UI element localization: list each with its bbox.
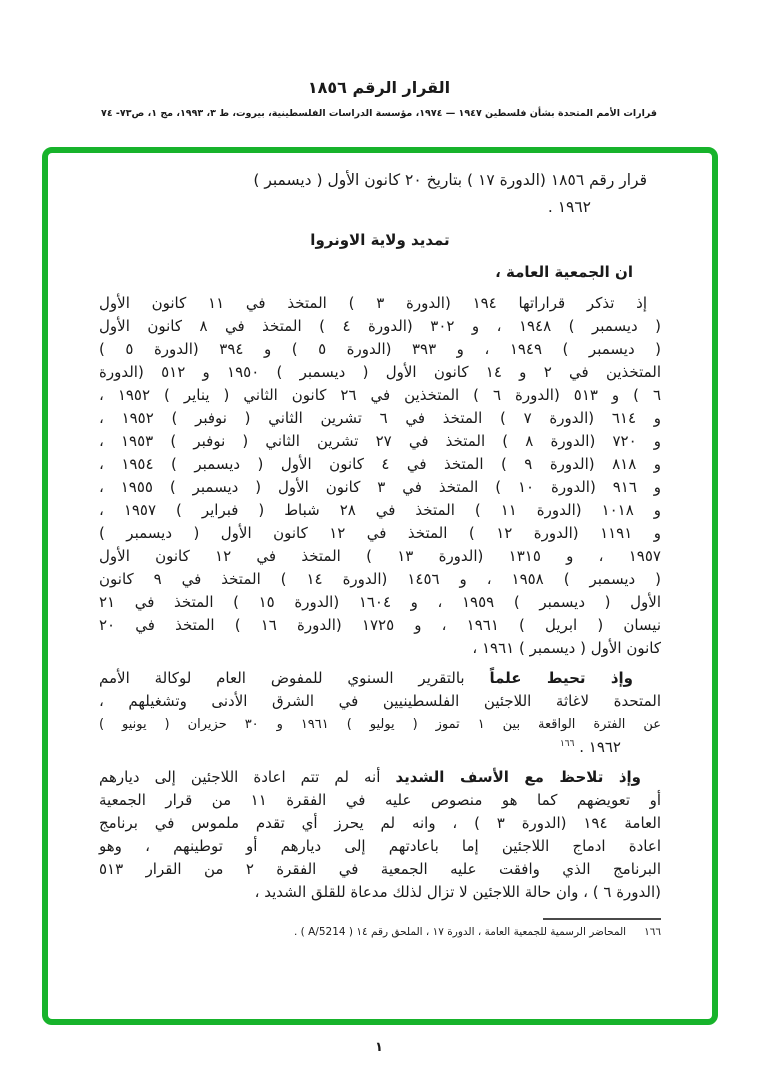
text-segment: ( ديسمبر ) ١٩٥٨ ، و ١٤٥٦ (الدورة ١٤ ) المتخذ في ٩ كانون bbox=[99, 570, 662, 588]
text-line bbox=[99, 736, 661, 759]
page-title: القرار الرقم ١٨٥٦ bbox=[307, 78, 451, 97]
document-body bbox=[99, 167, 661, 904]
green-frame bbox=[42, 147, 718, 1025]
text-segment: ٦ ) و ٥١٣ (الدورة ٦ ) المتخذين في ٢٦ كانون الثاني ( يناير ) ١٩٥٢ ، bbox=[99, 386, 661, 404]
text-line bbox=[99, 453, 661, 476]
text-line bbox=[99, 384, 661, 407]
text-segment: عن الفترة الواقعة بين ١ تموز ( يوليو ) ١٩٦١ و ٣٠ حزيران ( يونيو ) bbox=[99, 717, 661, 732]
text-line bbox=[99, 858, 661, 881]
text-segment: أنه لم تتم اعادة اللاجئين إلى ديارهم bbox=[99, 768, 396, 786]
text-line bbox=[99, 591, 661, 614]
text-segment: ( ديسمبر ) ١٩٤٩ ، و ٣٩٣ (الدورة ٥ ) و ٣٩٤ (الدورة ٥ ) bbox=[99, 340, 662, 358]
text-segment: (الدورة ٦ ) ، وان حالة اللاجئين لا تزال لذلك مدعاة للقلق الشديد ، bbox=[254, 883, 661, 901]
recalling-paragraph bbox=[99, 292, 661, 660]
page-number: ١ bbox=[375, 1040, 383, 1055]
text-segment: ان الجمعية العامة ، bbox=[495, 263, 633, 281]
text-line bbox=[99, 315, 661, 338]
text-line bbox=[99, 568, 661, 591]
text-line bbox=[99, 338, 661, 361]
text-segment: و ١١٩١ (الدورة ١٢ ) المتخذ في ١٢ كانون الأول ( ديسمبر ) bbox=[99, 524, 661, 542]
text-segment: ١٩٥٧ ، و ١٣١٥ (الدورة ١٣ ) المتخذ في ١٢ كانون الأول bbox=[99, 547, 661, 565]
footnote-text: المحاضر الرسمية للجمعية العامة ، الدورة ١٧ ، الملحق رقم ١٤ ( A/5214 ) . bbox=[294, 926, 627, 938]
text-segment: و ١٠١٨ (الدورة ١١ ) المتخذ في ٢٨ شباط ( فبراير ) ١٩٥٧ ، bbox=[99, 501, 662, 519]
text-segment: وإذ تلاحظ مع الأسف الشديد bbox=[395, 768, 641, 786]
text-line bbox=[99, 499, 661, 522]
text-line bbox=[99, 194, 661, 221]
footnote-number: ١٦٦ bbox=[644, 926, 661, 938]
text-line bbox=[99, 167, 661, 194]
text-segment: و ٧٢٠ (الدورة ٨ ) المتخذ في ٢٧ تشرين الثاني ( نوفبر ) ١٩٥٣ ، bbox=[99, 432, 662, 450]
text-segment: اعادة ادماج اللاجئين إما باعادتهم إلى ديارهم أو توطينهم ، وهو bbox=[99, 837, 661, 855]
text-segment: بالتقرير السنوي للمفوض العام لوكالة الأمم bbox=[99, 669, 490, 687]
text-segment: الأول ( ديسمبر ) ١٩٥٩ ، و ١٦٠٤ (الدورة ١٥ ) المتخذ في ٢١ bbox=[99, 593, 661, 611]
text-segment: قرار رقم ١٨٥٦ (الدورة ١٧ ) بتاريخ ٢٠ كانون الأول ( ديسمبر ) bbox=[253, 171, 647, 189]
text-segment: المتحدة لاغاثة اللاجئين الفلسطينيين في الشرق الأدنى وتشغيلهم ، bbox=[99, 692, 661, 710]
text-line bbox=[99, 545, 661, 568]
text-line bbox=[99, 614, 661, 637]
text-segment: تمديد ولاية الاونروا bbox=[310, 231, 450, 249]
resolution-title-paragraph bbox=[99, 167, 661, 221]
text-line bbox=[99, 812, 661, 835]
text-segment: و ٩١٦ (الدورة ١٠ ) المتخذ في ٣ كانون الأول ( ديسمبر ) ١٩٥٥ ، bbox=[99, 478, 662, 496]
text-line bbox=[99, 430, 661, 453]
footnote-separator-rule bbox=[543, 918, 661, 920]
text-line bbox=[99, 713, 661, 736]
footnote-line bbox=[99, 926, 661, 938]
text-segment: العامة ١٩٤ (الدورة ٣ ) ، وانه لم يحرز أي تقدم ملموس في برنامج bbox=[99, 814, 661, 832]
text-line bbox=[99, 789, 661, 812]
text-line bbox=[99, 292, 661, 315]
text-segment: و ٦١٤ (الدورة ٧ ) المتخذ في ٦ تشرين الثاني ( نوفبر ) ١٩٥٢ ، bbox=[99, 409, 662, 427]
text-line bbox=[99, 690, 661, 713]
text-line bbox=[99, 637, 661, 660]
text-segment: البرنامج الذي وافقت عليه الجمعية في الفقرة ٢ من القرار ٥١٣ bbox=[99, 860, 661, 878]
footnote-block bbox=[99, 918, 661, 938]
citation-line: قرارات الأمم المتحدة بشأن فلسطين ١٩٤٧ — ١٩٧٤، مؤسسة الدراسات الفلسطينية، بيروت، ط ٣، ١٩٩٣، مج ١، ص٧٣- ٧٤ bbox=[101, 108, 657, 119]
text-segment: إذ تذكر قراراتها ١٩٤ (الدورة ٣ ) المتخذ في ١١ كانون الأول bbox=[99, 294, 647, 312]
text-line bbox=[99, 522, 661, 545]
general-assembly-line bbox=[99, 259, 661, 285]
text-segment: و ٨١٨ (الدورة ٩ ) المتخذ في ٤ كانون الأول ( ديسمبر ) ١٩٥٤ ، bbox=[99, 455, 661, 473]
noting-with-regret-paragraph bbox=[99, 766, 661, 904]
text-line bbox=[99, 476, 661, 499]
text-segment: أو تعويضهم كما هو منصوص عليه في الفقرة ١١ من قرار الجمعية bbox=[99, 791, 661, 809]
text-segment: وإذ تحيط علماً bbox=[489, 669, 634, 687]
text-line bbox=[99, 407, 661, 430]
footnote-reference-mark: ١٦٦ bbox=[559, 739, 575, 749]
text-line bbox=[99, 667, 661, 690]
taking-note-paragraph bbox=[99, 667, 661, 759]
text-line bbox=[99, 881, 661, 904]
text-segment: ( ديسمبر ) ١٩٤٨ ، و ٣٠٢ (الدورة ٤ ) المتخذ في ٨ كانون الأول bbox=[99, 317, 661, 335]
text-segment: ١٩٦٢ . bbox=[547, 198, 591, 216]
text-line bbox=[99, 766, 661, 789]
text-line bbox=[99, 361, 661, 384]
text-line bbox=[99, 227, 661, 253]
text-segment: المتخذين في ٢ و ١٤ كانون الأول ( ديسمبر ) ١٩٥٠ و ٥١٢ (الدورة bbox=[99, 363, 662, 381]
text-line bbox=[99, 259, 661, 285]
text-segment: ١٩٦٢ . bbox=[574, 738, 621, 756]
text-line bbox=[99, 835, 661, 858]
text-segment: نيسان ( ابريل ) ١٩٦١ ، و ١٧٢٥ (الدورة ١٦ ) المتخذ في ٢٠ bbox=[99, 616, 661, 634]
text-segment: كانون الأول ( ديسمبر ) ١٩٦١ ، bbox=[472, 639, 661, 657]
resolution-subject-heading bbox=[99, 227, 661, 253]
